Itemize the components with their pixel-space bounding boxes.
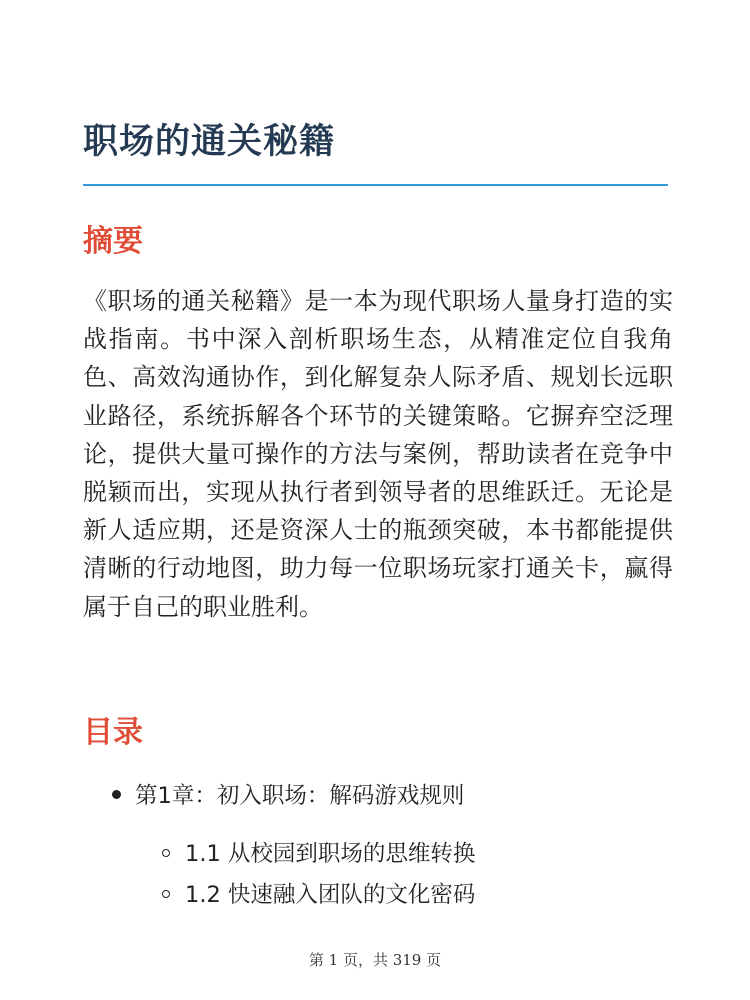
- toc-section-item[interactable]: [162, 879, 475, 911]
- document-title: 职场的通关秘籍: [83, 122, 336, 162]
- toc-chapter-label: 第1章：初入职场：解码游戏规则: [135, 783, 465, 809]
- hollow-bullet-icon: [162, 890, 170, 898]
- toc-chapter-item[interactable]: [112, 780, 464, 812]
- hollow-bullet-icon: [162, 849, 170, 857]
- abstract-body: 《职场的通关秘籍》是一本为现代职场人量身打造的实战指南。书中深入剖析职场生态，从精准定位自我角色、高效沟通协作，到化解复杂人际矛盾、规划长远职业路径，系统拆解各个环节的关键策略。它摒弃空泛理论，提供大量可操作的方法与案例，帮助读者在竞争中脱颖而出，实现从执行者到领导者的思维跃迁。无论是新人适应期，还是资深人士的瓶颈突破，本书都能提供清晰的行动地图，助力每一位职场玩家打通关卡，赢得属于自己的职业胜利。: [83, 287, 673, 621]
- page-number-footer: 第 1 页，共 319 页: [308, 951, 442, 969]
- toc-heading: 目录: [83, 715, 143, 750]
- title-divider: [83, 184, 668, 186]
- toc-section-label: 1.2 快速融入团队的文化密码: [185, 882, 476, 908]
- abstract-heading: 摘要: [83, 224, 143, 259]
- toc-section-item[interactable]: [162, 838, 475, 870]
- toc-section-label: 1.1 从校园到职场的思维转换: [185, 841, 476, 867]
- filled-bullet-icon: [112, 790, 121, 799]
